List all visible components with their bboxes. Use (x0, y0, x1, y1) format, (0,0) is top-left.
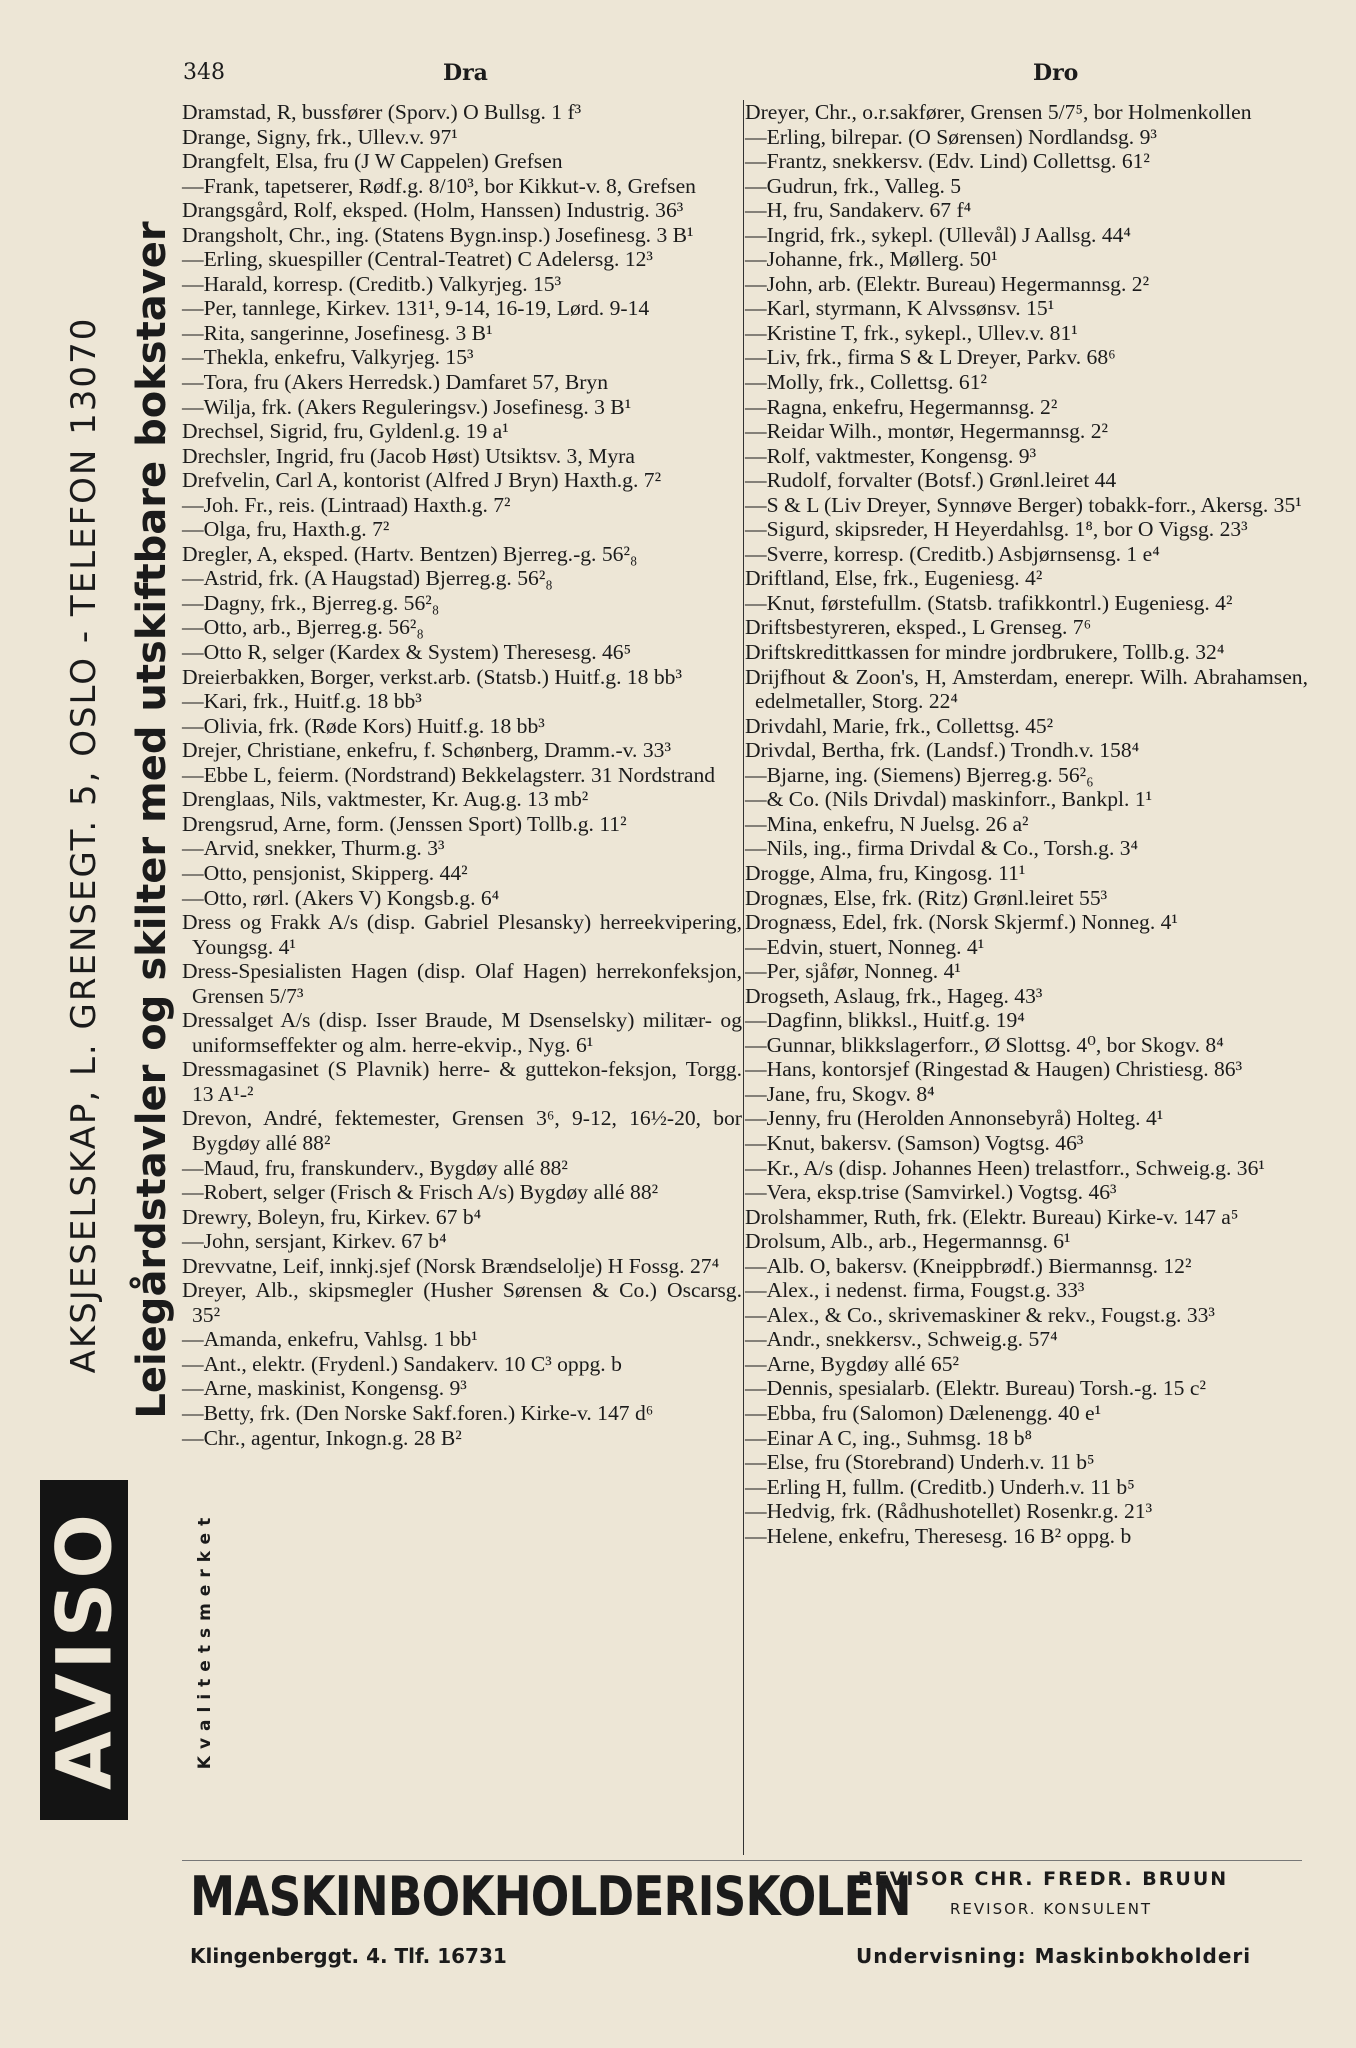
directory-entry: Dressmagasinet (S Plavnik) herre- & guttekon-feksjon, Torgg. 13 A¹-² (182, 1057, 742, 1106)
directory-entry: —Arvid, snekker, Thurm.g. 3³ (182, 836, 445, 861)
directory-entry: —John, arb. (Elektr. Bureau) Hegermannsg. 2² (745, 271, 1150, 296)
directory-entry: Drivdal, Bertha, frk. (Landsf.) Trondh.v. 158⁴ (745, 738, 1140, 763)
directory-entry: Drognæs, Else, frk. (Ritz) Grønl.leiret 55³ (745, 885, 1108, 910)
right-column (745, 100, 1308, 1548)
revisor-ad-name: REVISOR CHR. FREDR. BRUUN (858, 1868, 1229, 1890)
directory-entry: Dreierbakken, Borger, verkst.arb. (Statsb.) Huitf.g. 18 bb³ (182, 664, 682, 689)
directory-entry: —Vera, eksp.trise (Samvirkel.) Vogtsg. 46³ (745, 1180, 1117, 1205)
directory-entry: —Ebbe L, feierm. (Nordstrand) Bekkelagsterr. 31 Nordstrand (182, 762, 716, 787)
directory-entry: —Andr., snekkersv., Schweig.g. 57⁴ (745, 1327, 1058, 1352)
directory-entry: —Per, tannlege, Kirkev. 131¹, 9-14, 16-19, Lørd. 9-14 (182, 296, 650, 321)
directory-entry: —Sverre, korresp. (Creditb.) Asbjørnsensg. 1 e⁴ (745, 541, 1160, 566)
revisor-ad-title: REVISOR. KONSULENT (950, 1900, 1153, 1918)
directory-entry: —Knut, bakersv. (Samson) Vogtsg. 46³ (745, 1130, 1084, 1155)
directory-entry: Drenglaas, Nils, vaktmester, Kr. Aug.g. 13 mb² (182, 787, 589, 812)
directory-entry: —Karl, styrmann, K Alvssønsv. 15¹ (745, 296, 1055, 321)
directory-entry: —Gudrun, frk., Valleg. 5 (745, 173, 962, 198)
directory-entry: —Robert, selger (Frisch & Frisch A/s) Bygdøy allé 88² (182, 1180, 659, 1205)
directory-entry: —Molly, frk., Collettsg. 61² (745, 370, 988, 395)
directory-entry: —Edvin, stuert, Nonneg. 4¹ (745, 934, 985, 959)
directory-entry: —Otto, arb., Bjerreg.g. 56²₈ (182, 615, 424, 640)
directory-entry: —Ant., elektr. (Frydenl.) Sandakerv. 10 C³ oppg. b (182, 1351, 622, 1376)
directory-entry: Driftskredittkassen for mindre jordbrukere, Tollb.g. 32⁴ (745, 640, 1225, 665)
revisor-ad-teaching: Undervisning: Maskinbokholderi (856, 1944, 1252, 1968)
directory-entry: —Alb. O, bakersv. (Kneippbrødf.) Biermannsg. 12² (745, 1253, 1192, 1278)
school-ad-name: MASKINBOKHOLDERISKOLEN (190, 1865, 911, 1928)
side-ad-slogan: Leiegårdstavler og skilter med utskiftbare bokstaver (129, 221, 175, 1419)
directory-entry: —Astrid, frk. (A Haugstad) Bjerreg.g. 56²₈ (182, 566, 553, 591)
directory-entry: Dress-Spesialisten Hagen (disp. Olaf Hagen) herrekonfeksjon, Grensen 5/7³ (182, 959, 742, 1008)
directory-entry: —Reidar Wilh., montør, Hegermannsg. 2² (745, 419, 1108, 444)
directory-entry: Dressalget A/s (disp. Isser Braude, M Dsenselsky) militær- og uniformseffekter og alm. herre-ekvip., Nyg. 6¹ (182, 1008, 742, 1057)
directory-entry: —Harald, korresp. (Creditb.) Valkyrjeg. 15³ (182, 271, 562, 296)
directory-entry: Drechsel, Sigrid, fru, Gyldenl.g. 19 a¹ (182, 419, 509, 444)
directory-entry: —Einar A C, ing., Suhmsg. 18 b⁸ (745, 1425, 1033, 1450)
page-number: 348 (183, 60, 225, 85)
side-ad-quality-mark: Kvalitetsmerket (195, 1510, 215, 1770)
directory-entry: —Helene, enkefru, Theresesg. 16 B² oppg. b (745, 1523, 1132, 1548)
directory-entry: —S & L (Liv Dreyer, Synnøve Berger) tobakk-forr., Akersg. 35¹ (745, 492, 1302, 517)
directory-entry: —Frantz, snekkersv. (Edv. Lind) Collettsg. 61² (745, 149, 1150, 174)
directory-entry: Dregler, A, eksped. (Hartv. Bentzen) Bjerreg.-g. 56²₈ (182, 541, 638, 566)
directory-entry: —& Co. (Nils Drivdal) maskinforr., Bankpl. 1¹ (745, 787, 1153, 812)
directory-entry: —Dennis, spesialarb. (Elektr. Bureau) Torsh.-g. 15 c² (745, 1376, 1206, 1401)
directory-entry: —Jenny, fru (Herolden Annonsebyrå) Holteg. 4¹ (745, 1106, 1164, 1131)
directory-entry: —Chr., agentur, Inkogn.g. 28 B² (182, 1425, 462, 1450)
directory-entry: Drewry, Boleyn, fru, Kirkev. 67 b⁴ (182, 1204, 482, 1229)
right-guide-word: Dro (1033, 60, 1079, 86)
directory-entry: —John, sersjant, Kirkev. 67 b⁴ (182, 1229, 447, 1254)
directory-entry: —Hans, kontorsjef (Ringestad & Haugen) Christiesg. 86³ (745, 1057, 1243, 1082)
directory-entry: —Jane, fru, Skogv. 8⁴ (745, 1081, 935, 1106)
school-ad-address: Klingenberggt. 4. Tlf. 16731 (190, 1944, 507, 1968)
directory-entry: Drangsholt, Chr., ing. (Statens Bygn.insp.) Josefinesg. 3 B¹ (182, 222, 694, 247)
directory-entry: Drolshammer, Ruth, frk. (Elektr. Bureau) Kirke-v. 147 a⁵ (745, 1204, 1239, 1229)
directory-entry: —H, fru, Sandakerv. 67 f⁴ (745, 198, 972, 223)
directory-entry: —Erling H, fullm. (Creditb.) Underh.v. 11 b⁵ (745, 1474, 1135, 1499)
directory-entry: —Liv, frk., firma S & L Dreyer, Parkv. 68⁶ (745, 345, 1116, 370)
directory-entry: —Knut, førstefullm. (Statsb. trafikkontrl.) Eugeniesg. 4² (745, 590, 1233, 615)
directory-entry: —Otto, rørl. (Akers V) Kongsb.g. 6⁴ (182, 885, 500, 910)
directory-entry: Drolsum, Alb., arb., Hegermannsg. 6¹ (745, 1229, 1071, 1254)
directory-entry: —Kr., A/s (disp. Johannes Heen) trelastforr., Schweig.g. 36¹ (745, 1155, 1265, 1180)
directory-entry: —Rudolf, forvalter (Botsf.) Grønl.leiret 44 (745, 468, 1117, 493)
directory-entry: —Gunnar, blikkslagerforr., Ø Slottsg. 4⁰, bor Skogv. 8⁴ (745, 1032, 1224, 1057)
directory-entry: Drijfhout & Zoon's, H, Amsterdam, enerepr. Wilh. Abrahamsen, edelmetaller, Storg. 22⁴ (745, 664, 1308, 714)
directory-entry: Drevvatne, Leif, innkj.sjef (Norsk Brændselolje) H Fossg. 27⁴ (182, 1253, 720, 1278)
directory-entry: —Alex., i nedenst. firma, Fougst.g. 33³ (745, 1278, 1085, 1303)
directory-entry: —Per, sjåfør, Nonneg. 4¹ (745, 959, 961, 984)
directory-entry: —Dagfinn, blikksl., Huitf.g. 19⁴ (745, 1008, 1025, 1033)
directory-entry: —Sigurd, skipsreder, H Heyerdahlsg. 1⁸, bor O Vigsg. 23³ (745, 517, 1248, 542)
side-ad-company-line: AKSJESELSKAP, L. GRENSEGT. 5, OSLO - TELEFON 13070 (64, 316, 104, 1374)
directory-entry: Drangfelt, Elsa, fru (J W Cappelen) Grefsen (182, 149, 563, 174)
directory-entry: Drengsrud, Arne, form. (Jenssen Sport) Tollb.g. 11² (182, 811, 627, 836)
directory-entry: —Olivia, frk. (Røde Kors) Huitf.g. 18 bb³ (182, 713, 545, 738)
ad-separator (182, 1860, 1302, 1861)
directory-entry: —Nils, ing., firma Drivdal & Co., Torsh.g. 3⁴ (745, 836, 1139, 861)
page-header (183, 60, 1301, 90)
directory-entry: —Mina, enkefru, N Juelsg. 26 a² (745, 811, 1029, 836)
directory-entry: Drivdahl, Marie, frk., Collettsg. 45² (745, 713, 1054, 738)
left-column (182, 100, 742, 1450)
directory-entry: Drange, Signy, frk., Ullev.v. 97¹ (182, 124, 458, 149)
directory-entry: Drefvelin, Carl A, kontorist (Alfred J Bryn) Haxth.g. 7² (182, 468, 662, 493)
directory-entry: Dreyer, Chr., o.r.sakfører, Grensen 5/7⁵, bor Holmenkollen (745, 100, 1252, 124)
directory-entry: —Alex., & Co., skrivemaskiner & rekv., Fougst.g. 33³ (745, 1302, 1215, 1327)
directory-entry: Drejer, Christiane, enkefru, f. Schønberg, Dramm.-v. 33³ (182, 738, 671, 763)
directory-entry: —Erling, bilrepar. (O Sørensen) Nordlandsg. 9³ (745, 124, 1157, 149)
directory-entry: —Betty, frk. (Den Norske Sakf.foren.) Kirke-v. 147 d⁶ (182, 1400, 654, 1425)
directory-entry: —Kristine T, frk., sykepl., Ullev.v. 81¹ (745, 320, 1078, 345)
directory-entry: —Olga, fru, Haxth.g. 7² (182, 517, 390, 542)
directory-entry: —Hedvig, frk. (Rådhushotellet) Rosenkr.g. 21³ (745, 1499, 1153, 1524)
directory-entry: —Wilja, frk. (Akers Reguleringsv.) Josefinesg. 3 B¹ (182, 394, 632, 419)
directory-entry: Driftland, Else, frk., Eugeniesg. 4² (745, 566, 1043, 591)
left-guide-word: Dra (443, 60, 488, 86)
directory-entry: —Bjarne, ing. (Siemens) Bjerreg.g. 56²₆ (745, 762, 1094, 787)
side-advertisement (39, 210, 215, 1820)
directory-entry: —Kari, frk., Huitf.g. 18 bb³ (182, 689, 422, 714)
directory-entry: —Ragna, enkefru, Hegermannsg. 2² (745, 394, 1058, 419)
directory-entry: Dress og Frakk A/s (disp. Gabriel Plesansky) herreekvipering, Youngsg. 4¹ (182, 910, 742, 959)
directory-entry: —Dagny, frk., Bjerreg.g. 56²₈ (182, 590, 440, 615)
directory-entry: Drogge, Alma, fru, Kingosg. 11¹ (745, 860, 1026, 885)
directory-entry: —Otto R, selger (Kardex & System) Theresesg. 46⁵ (182, 640, 632, 665)
directory-entry: Drevon, André, fektemester, Grensen 3⁶, 9-12, 16½-20, bor Bygdøy allé 88² (182, 1106, 742, 1155)
aviso-logo (40, 1480, 128, 1820)
directory-entry: Drangsgård, Rolf, eksped. (Holm, Hanssen) Industrig. 36³ (182, 198, 684, 223)
directory-entry: —Else, fru (Storebrand) Underh.v. 11 b⁵ (745, 1450, 1095, 1475)
column-divider (743, 100, 744, 1855)
directory-entry: —Rolf, vaktmester, Kongensg. 9³ (745, 443, 1037, 468)
directory-entry: —Erling, skuespiller (Central-Teatret) C Adelersg. 12³ (182, 247, 653, 272)
directory-entry: Drognæss, Edel, frk. (Norsk Skjermf.) Nonneg. 4¹ (745, 910, 1178, 935)
directory-entry: Dramstad, R, bussfører (Sporv.) O Bullsg. 1 f³ (182, 100, 582, 124)
directory-entry: —Joh. Fr., reis. (Lintraad) Haxth.g. 7² (182, 492, 511, 517)
directory-entry: —Arne, maskinist, Kongensg. 9³ (182, 1376, 467, 1401)
directory-entry: —Amanda, enkefru, Vahlsg. 1 bb¹ (182, 1327, 478, 1352)
directory-entry: —Tora, fru (Akers Herredsk.) Damfaret 57, Bryn (182, 370, 609, 395)
aviso-logo-text: AVISO (39, 1509, 129, 1791)
directory-entry: —Rita, sangerinne, Josefinesg. 3 B¹ (182, 320, 493, 345)
directory-entry: —Maud, fru, franskunderv., Bygdøy allé 88² (182, 1155, 568, 1180)
directory-entry: Dreyer, Alb., skipsmegler (Husher Sørensen & Co.) Oscarsg. 35² (182, 1278, 742, 1327)
directory-entry: —Ebba, fru (Salomon) Dælenengg. 40 e¹ (745, 1400, 1102, 1425)
directory-entry: —Thekla, enkefru, Valkyrjeg. 15³ (182, 345, 474, 370)
directory-entry: Drogseth, Aslaug, frk., Hageg. 43³ (745, 983, 1043, 1008)
directory-entry: —Arne, Bygdøy allé 65² (745, 1351, 959, 1376)
directory-entry: —Otto, pensjonist, Skipperg. 44² (182, 860, 468, 885)
directory-entry: —Johanne, frk., Møllerg. 50¹ (745, 247, 998, 272)
directory-entry: Driftsbestyreren, eksped., L Grenseg. 7⁶ (745, 615, 1092, 640)
directory-entry: Drechsler, Ingrid, fru (Jacob Høst) Utsiktsv. 3, Myra (182, 443, 635, 468)
directory-entry: —Ingrid, frk., sykepl. (Ullevål) J Aallsg. 44⁴ (745, 222, 1131, 247)
directory-entry: —Frank, tapetserer, Rødf.g. 8/10³, bor Kikkut-v. 8, Grefsen (182, 173, 696, 198)
